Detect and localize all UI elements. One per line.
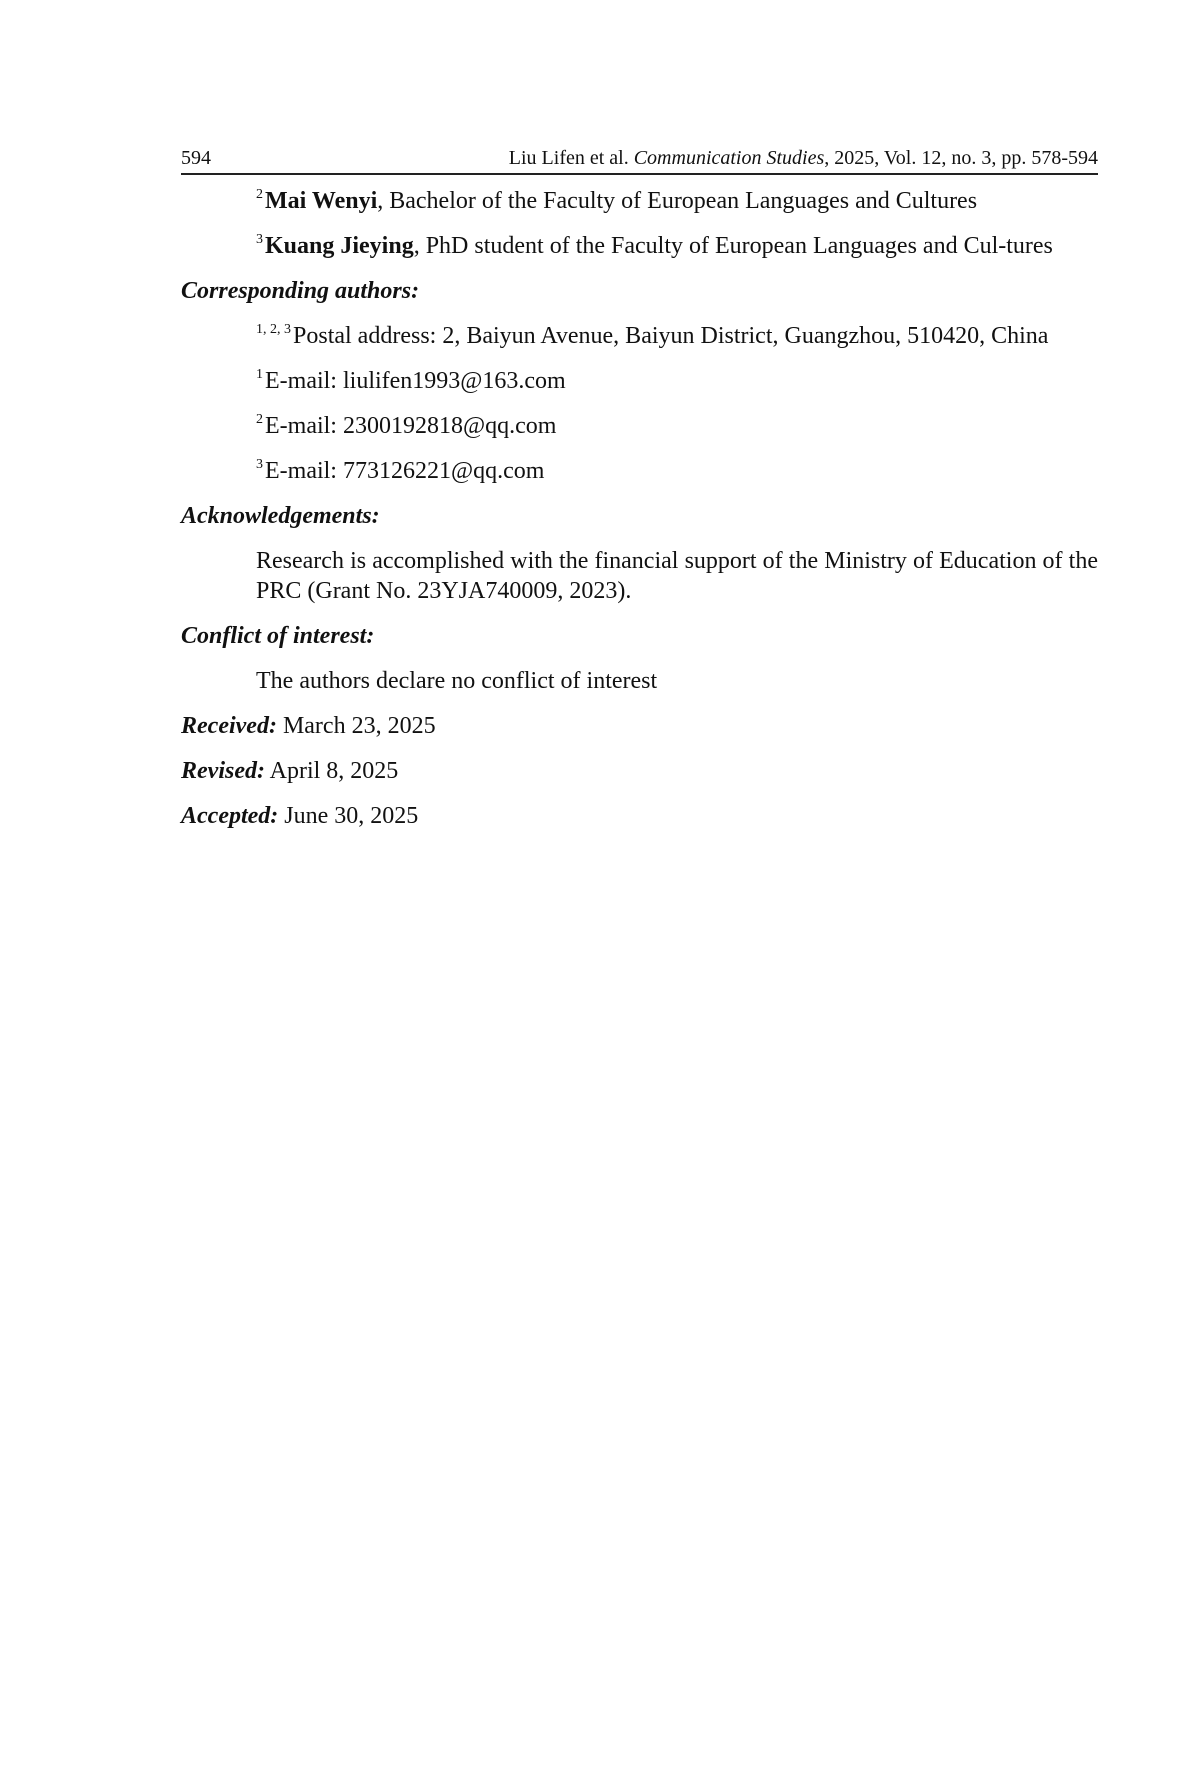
address-sup: 1, 2, 3 (256, 322, 291, 337)
email-text: E-mail: 2300192818@qq.com (265, 413, 557, 439)
email-sup: 1 (256, 367, 263, 382)
author-description: , PhD student of the Faculty of European Languages and Cul-tures (413, 233, 1053, 259)
author-name: Mai Wenyi (265, 188, 378, 214)
author-name: Kuang Jieying (265, 233, 414, 259)
email-entry (181, 456, 1098, 486)
revised-date (181, 756, 1098, 786)
running-header (181, 143, 1098, 175)
conflict-text: The authors declare no conflict of interest (256, 668, 658, 694)
accepted-date (181, 801, 1098, 831)
accepted-value: June 30, 2025 (278, 803, 419, 829)
author-entry (181, 186, 1098, 216)
accepted-label: Accepted: (181, 803, 279, 829)
running-title (509, 143, 1098, 173)
acknowledgements-label: Acknowledgements: (181, 503, 380, 529)
revised-value: April 8, 2025 (264, 758, 399, 784)
email-entry (181, 411, 1098, 441)
acknowledgements-text: Research is accomplished with the financial support of the Ministry of Education of the PRC (Grant No. 23YJA740009, 2023). (256, 548, 1098, 604)
author-description: , Bachelor of the Faculty of European Languages and Cultures (377, 188, 978, 214)
email-text: E-mail: 773126221@qq.com (265, 458, 545, 484)
received-date (181, 711, 1098, 741)
page-number: 594 (181, 147, 211, 169)
journal-name: Communication Studies (633, 147, 825, 169)
received-value: March 23, 2025 (276, 713, 436, 739)
author-sup: 3 (256, 232, 263, 247)
revised-label: Revised: (181, 758, 265, 784)
address-text: Postal address: 2, Baiyun Avenue, Baiyun District, Guangzhou, 510420, China (293, 323, 1049, 349)
author-entry (181, 231, 1098, 261)
email-entry (181, 366, 1098, 396)
conflict-label: Conflict of interest: (181, 623, 375, 649)
author-sup: 2 (256, 187, 263, 202)
running-suffix: , 2025, Vol. 12, no. 3, pp. 578-594 (824, 147, 1098, 169)
email-sup: 3 (256, 457, 263, 472)
email-sup: 2 (256, 412, 263, 427)
email-text: E-mail: liulifen1993@163.com (265, 368, 566, 394)
received-label: Received: (181, 713, 277, 739)
page-body (181, 186, 1098, 846)
corresponding-label: Corresponding authors: (181, 278, 420, 304)
postal-address (181, 321, 1098, 351)
running-prefix: Liu Lifen et al. (508, 147, 634, 169)
